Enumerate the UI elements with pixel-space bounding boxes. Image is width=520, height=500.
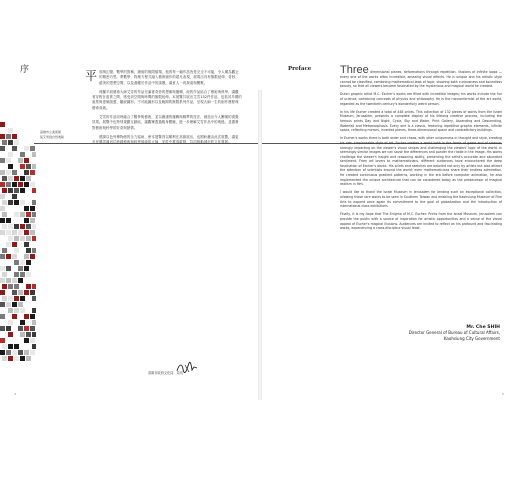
collage-tile <box>2 344 7 349</box>
collage-tile <box>12 302 17 307</box>
collage-tile <box>26 176 31 181</box>
collage-tile <box>32 284 36 289</box>
collage-tile <box>18 158 23 163</box>
english-signature-block <box>340 325 500 341</box>
collage-tile <box>6 182 11 187</box>
collage-tile <box>14 236 19 241</box>
handwritten-signature <box>176 360 198 379</box>
collage-tile <box>12 194 17 199</box>
collage-tile <box>14 212 19 217</box>
collage-tile <box>6 350 11 355</box>
collage-tile <box>2 296 7 301</box>
collage-tile <box>8 320 13 325</box>
collage-tile <box>24 254 29 259</box>
collage-tile <box>20 320 25 325</box>
collage-tile <box>12 254 17 259</box>
collage-tile <box>30 254 35 259</box>
collage-tile <box>26 248 31 253</box>
collage-tile <box>8 200 13 205</box>
collage-tile <box>24 350 29 355</box>
collage-tile <box>8 236 13 241</box>
chinese-paragraph: 感謝以色列博物館的全力協助，使本展覽得以順利在高雄展出，也期盼藉由此次展覽，讓更多民眾認識這位跨越藝術與科學領域的大師，並從中獲得啟發，共同推動城市的文化發展。 <box>92 134 239 145</box>
collage-tile <box>2 356 7 361</box>
collage-tile <box>26 356 31 361</box>
collage-tile <box>14 272 19 277</box>
collage-tile <box>20 176 25 181</box>
collage-tile <box>2 188 7 193</box>
collage-tile <box>18 326 23 331</box>
collage-tile <box>18 302 23 307</box>
collage-tile <box>14 260 19 265</box>
collage-tile <box>8 176 13 181</box>
collage-tile <box>12 278 17 283</box>
collage-tile <box>14 188 19 193</box>
collage-tile <box>14 296 19 301</box>
collage-tile <box>0 206 5 211</box>
collage-tile <box>0 314 5 319</box>
collage-tile <box>0 338 5 343</box>
collage-tile <box>20 200 25 205</box>
collage-tile <box>20 152 25 157</box>
collage-tile <box>24 146 29 151</box>
collage-tile <box>32 296 36 301</box>
collage-tile <box>30 326 35 331</box>
collage-tile <box>2 212 7 217</box>
collage-tile <box>32 320 36 325</box>
collage-tile <box>8 296 13 301</box>
collage-tile <box>24 266 29 271</box>
collage-tile <box>0 194 5 199</box>
collage-tile <box>20 308 25 313</box>
collage-tile <box>30 170 35 175</box>
collage-tile <box>20 260 25 265</box>
english-paragraph: In Escher's works there is both order and chaos, with utter uniqueness in thought and style, creating his own irreplaceable style of art. Escher creates a world both in the forms of game and of science, strongly impacting on the viewer's visual senses and challenging the viewers' logic of the world. In seemingly similar images we can savor the differences and ponder the riddle in the image. His works challenge the viewer's insight and reasoning ability, presenting the artist's accurate and abundant sentiment. From art lovers to mathematicians, different audiences have encountered the deep fascination of Escher's works. His prints and sketches are beloved not only by artists but also attract the attention of scientists around the world; even mathematicians share their endless admiration. He created continuous gradient patterns, working in the era before computer animation, he also implemented the unique architecture that can be considered today as the predecessor of magical realism in film. <box>340 136 502 187</box>
escher-collage-image <box>0 122 36 362</box>
collage-tile <box>18 230 23 235</box>
collage-tile <box>14 356 19 361</box>
collage-tile <box>0 326 5 331</box>
collage-tile <box>24 290 29 295</box>
collage-tile <box>18 350 23 355</box>
chinese-drop-cap: 平 <box>85 69 98 83</box>
collage-tile <box>14 344 19 349</box>
collage-tile <box>0 266 5 271</box>
collage-tile <box>6 242 11 247</box>
collage-tile <box>12 242 17 247</box>
collage-tile <box>8 308 13 313</box>
signer-title: Director General of Bureau of Cultural Affairs, <box>408 330 500 336</box>
collage-tile <box>24 326 29 331</box>
collage-tile <box>12 170 17 175</box>
collage-tile <box>2 224 7 229</box>
english-preface-text <box>340 66 502 234</box>
collage-tile <box>0 278 5 283</box>
collage-tile <box>0 254 5 259</box>
collage-tile <box>8 188 13 193</box>
collage-tile <box>32 236 36 241</box>
collage-tile <box>26 272 31 277</box>
collage-tile <box>26 164 31 169</box>
collage-tile <box>0 134 5 139</box>
collage-tile <box>12 134 17 139</box>
collage-tile <box>32 188 36 193</box>
collage-tile <box>30 206 35 211</box>
collage-tile <box>20 332 25 337</box>
collage-tile <box>32 200 36 205</box>
collage-tile <box>24 338 29 343</box>
collage-tile <box>20 188 25 193</box>
collage-tile <box>6 230 11 235</box>
collage-tile <box>14 224 19 229</box>
english-paragraph: Dutch graphic artist M.C. Escher's works are filled with incredible images; his works include the fun of science, combining concepts of physics and philosophy. He is the nonconformist of the art world, regarded as the twentieth century's wonderfully weird person. <box>340 92 502 106</box>
english-paragraph: I would like to thank the Israel Museum in Jerusalem for lending such an exceptional collection, allowing these rare works to be seen in Southern Taiwan and enabling the Kaohsiung Museum of Fine Arts to expand once again its commitment to the goal of globalization and the introduction of international-class exhibitions. <box>340 190 502 209</box>
collage-tile <box>24 170 29 175</box>
collage-tile <box>0 230 5 235</box>
collage-tile <box>8 284 13 289</box>
collage-tile <box>6 218 11 223</box>
chinese-preface-label: 序 <box>20 65 30 75</box>
collage-tile <box>8 164 13 169</box>
collage-tile <box>24 206 29 211</box>
collage-tile <box>30 182 35 187</box>
collage-tile <box>12 350 17 355</box>
collage-tile <box>32 332 36 337</box>
collage-tile <box>20 164 25 169</box>
collage-tile <box>14 308 19 313</box>
collage-tile <box>2 176 7 181</box>
header-museum-name: 高雄市立美術館 <box>40 130 62 134</box>
collage-tile <box>8 128 13 133</box>
collage-tile <box>8 332 13 337</box>
chinese-paragraph: 艾雪的作品同時融合了數學與藝術，並以嚴謹的邏輯與精準的技法，創造出令人驚嘆的視覺效果。展覽中也特別規劃互動區，讓觀眾透過親身體驗，進一步理解艾雪作品中的奧秘，並激發對藝術與科學的好奇與熱情。 <box>92 115 239 130</box>
chinese-paragraph: 面與幻覺、數學的對稱、鏡射的無限循環，他的每一幅作品皆是完全不可能，令人嘆為觀止的精密巧思，將數學、物理方程式融入藝術創作的超凡表現，展現出具有無限延伸、奇妙、絕美的思想空間，以及潛藏於作品中的謎題，讓世人一再探索與驚歎。 <box>99 70 239 85</box>
collage-tile <box>24 218 29 223</box>
collage-tile <box>24 230 29 235</box>
collage-tile <box>6 254 11 259</box>
collage-tile <box>8 152 13 157</box>
collage-tile <box>14 176 19 181</box>
collage-tile <box>20 296 25 301</box>
collage-tile <box>12 230 17 235</box>
collage-tile <box>12 146 17 151</box>
collage-tile <box>32 212 36 217</box>
collage-tile <box>14 140 19 145</box>
collage-tile <box>18 266 23 271</box>
collage-tile <box>18 290 23 295</box>
collage-tile <box>30 218 35 223</box>
collage-tile <box>32 164 36 169</box>
collage-tile <box>2 140 7 145</box>
collage-tile <box>26 260 31 265</box>
collage-tile <box>30 146 35 151</box>
collage-tile <box>6 158 11 163</box>
left-page-number: 4 <box>14 392 16 396</box>
right-page-number: 5 <box>502 392 504 396</box>
collage-tile <box>24 314 29 319</box>
collage-tile <box>6 326 11 331</box>
collage-tile <box>0 302 5 307</box>
collage-tile <box>32 152 36 157</box>
collage-tile <box>18 182 23 187</box>
collage-tile <box>20 236 25 241</box>
collage-tile <box>8 140 13 145</box>
collage-tile <box>14 200 19 205</box>
collage-tile <box>2 272 7 277</box>
collage-tile <box>26 236 31 241</box>
english-drop-word: Three <box>340 64 369 76</box>
header-exhibition-title: 從艾雪到自然奧秘 <box>40 135 65 139</box>
collage-tile <box>12 182 17 187</box>
collage-tile <box>20 272 25 277</box>
collage-tile <box>6 134 11 139</box>
signer-organization: Kaohsiung City Government <box>443 335 500 341</box>
collage-tile <box>2 200 7 205</box>
english-paragraph: Finally, it is my hope that The Enigma of M.C. Escher: Prints from the Israel Museum, Jerusalem can provide the public with a source of inspiration for artistic opportunities and a sense of the visual appeal of Escher's magical illusions. Audiences are invited to reflect on his profound and fascinating works, experiencing a cross-discipline visual feast. <box>340 212 502 231</box>
collage-tile <box>8 344 13 349</box>
chinese-preface-text <box>85 69 242 150</box>
collage-tile <box>0 170 5 175</box>
collage-tile <box>0 158 5 163</box>
collage-tile <box>32 248 36 253</box>
collage-tile <box>6 170 11 175</box>
chinese-signer-label: 高雄市政府文化局 局長 <box>148 371 184 375</box>
collage-tile <box>14 284 19 289</box>
collage-tile <box>30 350 35 355</box>
collage-tile <box>8 356 13 361</box>
collage-tile <box>32 308 36 313</box>
english-preface-label: Preface <box>288 66 312 72</box>
collage-tile <box>8 224 13 229</box>
collage-tile <box>0 146 5 151</box>
collage-tile <box>30 314 35 319</box>
collage-tile <box>12 314 17 319</box>
collage-tile <box>2 248 7 253</box>
collage-tile <box>0 350 5 355</box>
collage-tile <box>20 356 25 361</box>
collage-tile <box>0 122 5 127</box>
signer-name: Mr. Che SHIH <box>466 325 500 330</box>
collage-tile <box>18 278 23 283</box>
collage-tile <box>6 278 11 283</box>
collage-tile <box>24 182 29 187</box>
collage-tile <box>0 182 5 187</box>
collage-tile <box>32 344 36 349</box>
english-paragraph: dimensional planes, deformations through repetition, illusions of infinite loops — every one of the works often incredible, amazing visual effects. He is unique and his artistic style cannot be classified, combining mathematical laws of logic, showing both curiousness and boundless beauty, so that all viewers become fascinated by the mysterious and magical world he created. <box>340 70 503 89</box>
collage-tile <box>2 284 7 289</box>
english-paragraph: In his life Escher created a total of 448 prints. This collection of 132 pieces of works from the Israel Museum, Jerusalem, presents a complete display of his lifelong creative process, including the famous prints Day and Night, Cycle, Sky and Water, Print Gallery, Ascending and Descending, Waterfall and Metamorphosis. Every one is a classic, featuring repetitive graphic elements, infinite space, reflecting mirrors, inverted planes, three-dimensional space and contradictory buildings. <box>340 109 502 133</box>
collage-tile <box>30 338 35 343</box>
collage-tile <box>20 224 25 229</box>
collage-tile <box>26 212 31 217</box>
collage-tile <box>26 224 31 229</box>
collage-tile <box>26 284 31 289</box>
collage-tile <box>30 290 35 295</box>
collage-tile <box>24 158 29 163</box>
collage-tile <box>6 266 11 271</box>
collage-tile <box>26 332 31 337</box>
collage-tile <box>30 230 35 235</box>
collage-tile <box>0 290 5 295</box>
chinese-paragraph: 荷蘭平面藝術大師艾雪的作品充滿著奇妙的想像與邏輯，他的作品結合了藝術與科學，讓觀者穿梭在虛實之間，感受到空間與時間的無限延伸。本展覽共展出艾雪132件作品，包括其早期的風景與建築版畫、鑲嵌圖形、不可能圖形以及晚期的無限系列作品，呈現大師一生的創作歷程與藝術成就。 <box>92 89 242 110</box>
collage-tile <box>20 212 25 217</box>
collage-tile <box>12 290 17 295</box>
collage-tile <box>14 248 19 253</box>
collage-tile <box>0 218 5 223</box>
collage-tile <box>24 242 29 247</box>
collage-tile <box>32 224 36 229</box>
collage-tile <box>6 302 11 307</box>
